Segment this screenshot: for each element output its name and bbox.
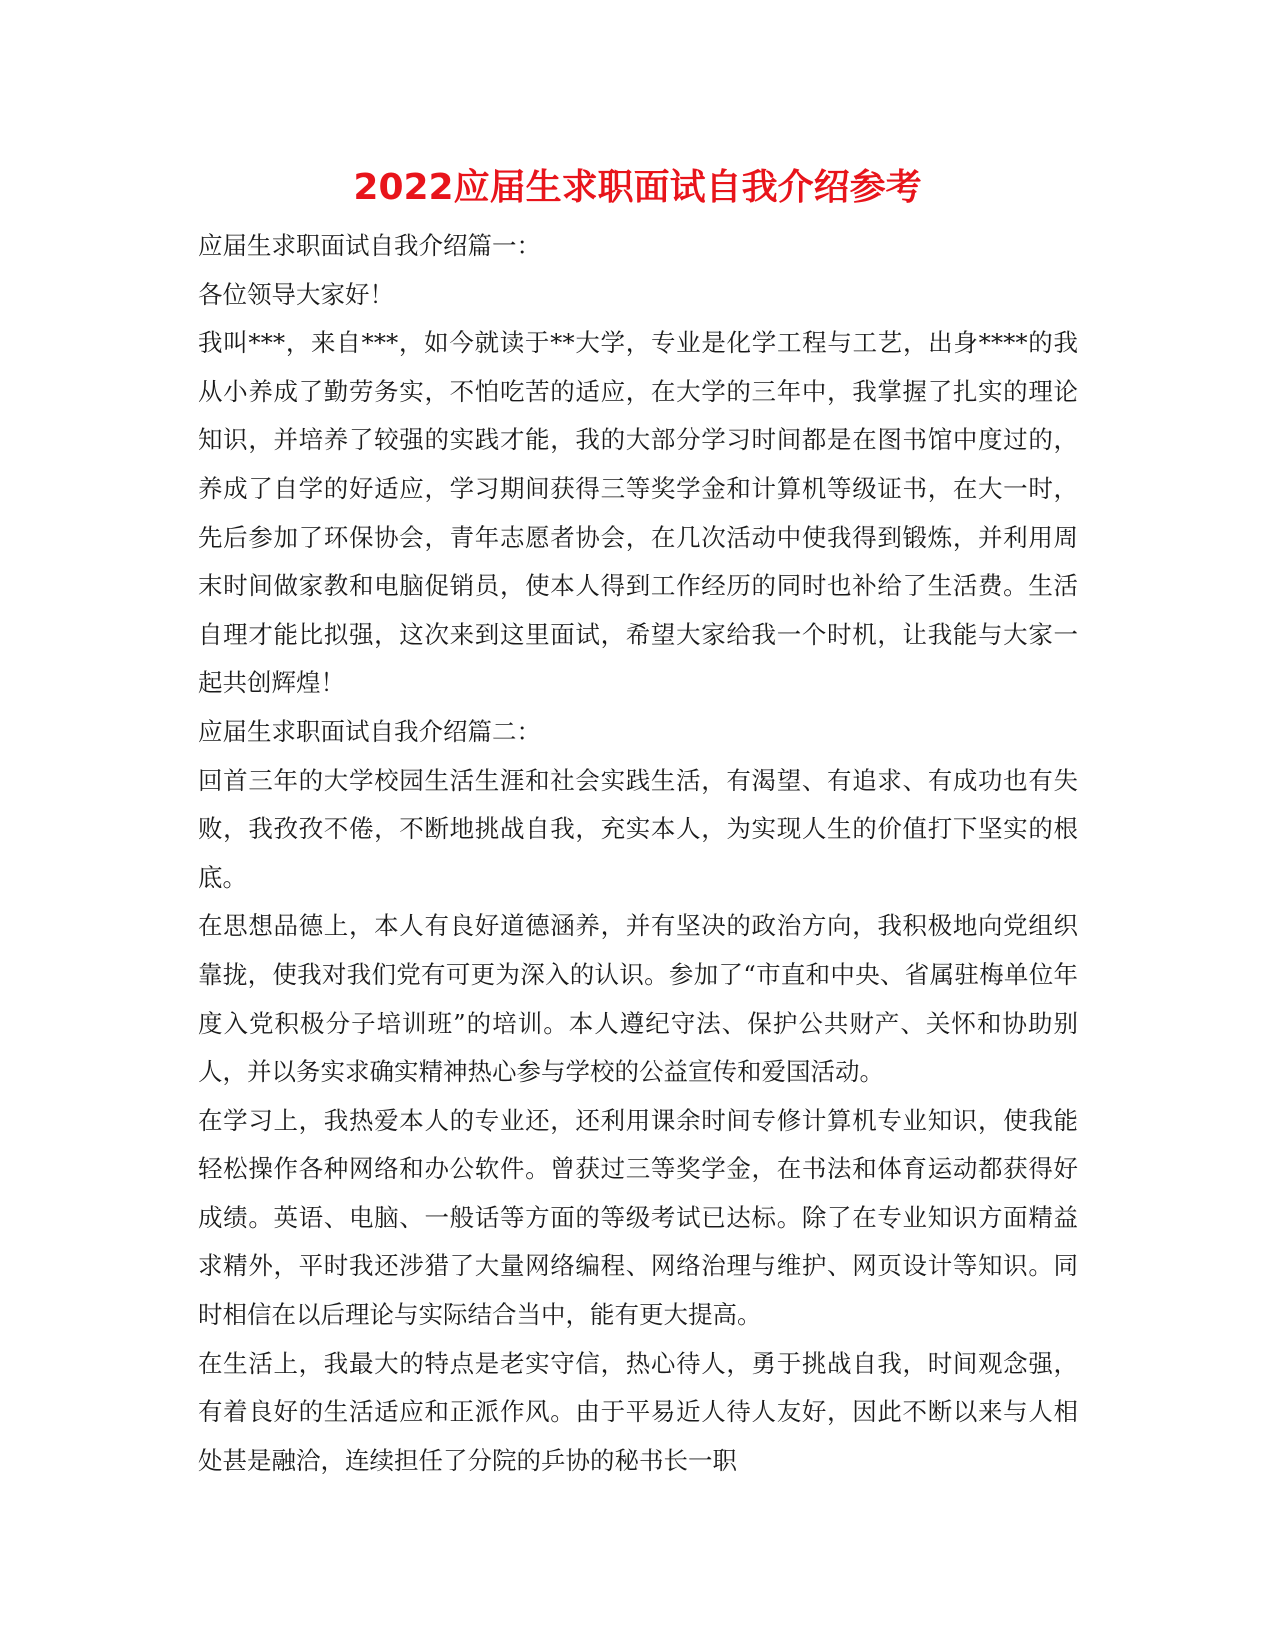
section-heading-1: 应届生求职面试自我介绍篇一： — [198, 231, 541, 260]
body-paragraph: 回首三年的大学校园生活生涯和社会实践生活，有渴望、有追求、有成功也有失败，我孜孜不倦，不断地挑战自我，充实本人，为实现人生的价值打下坚实的根底。 — [198, 765, 1078, 892]
body-paragraph: 我叫***，来自***，如今就读于**大学，专业是化学工程与工艺，出身****的我从小养成了勤劳务实，不怕吃苦的适应，在大学的三年中，我掌握了扎实的理论知识，并培养了较强的实践才能，我的大部分学习时间都是在图书馆中度过的，养成了自学的好适应，学习期间获得三等奖学金和计算机等级证书，在大一时，先后参加了环保协会，青年志愿者协会，在几次活动中使我得到锻炼，并利用周末时间做家教和电脑促销员，使本人得到工作经历的同时也补给了生活费。生活自理才能比拟强，这次来到这里面试，希望大家给我一个时机，让我能与大家一起共创辉煌！ — [198, 328, 1078, 698]
body-paragraph: 在学习上，我热爱本人的专业还，还利用课余时间专修计算机专业知识，使我能轻松操作各种网络和办公软件。曾获过三等奖学金，在书法和体育运动都获得好成绩。英语、电脑、一般话等方面的等级考试已达标。除了在专业知识方面精益求精外，平时我还涉猎了大量网络编程、网络治理与维护、网页设计等知识。同时相信在以后理论与实际结合当中，能有更大提高。 — [198, 1105, 1078, 1330]
greeting-paragraph: 各位领导大家好！ — [198, 279, 394, 309]
body-paragraph: 在生活上，我最大的特点是老实守信，热心待人，勇于挑战自我，时间观念强，有着良好的生活适应和正派作风。由于平易近人待人友好，因此不断以来与人相处甚是融洽，连续担任了分院的乒协的秘书长一职 — [198, 1348, 1078, 1475]
section-heading-2: 应届生求职面试自我介绍篇二： — [198, 716, 541, 746]
document-title: 2022应届生求职面试自我介绍参考 — [353, 167, 922, 208]
document-body — [198, 222, 1078, 1485]
body-paragraph: 在思想品德上，本人有良好道德涵养，并有坚决的政治方向，我积极地向党组织靠拢，使我对我们党有可更为深入的认识。参加了“市直和中央、省属驻梅单位年度入党积极分子培训班”的培训。本人遵纪守法、保护公共财产、关怀和协助别人，并以务实求确实精神热心参与学校的公益宣传和爱国活动。 — [198, 911, 1078, 1087]
